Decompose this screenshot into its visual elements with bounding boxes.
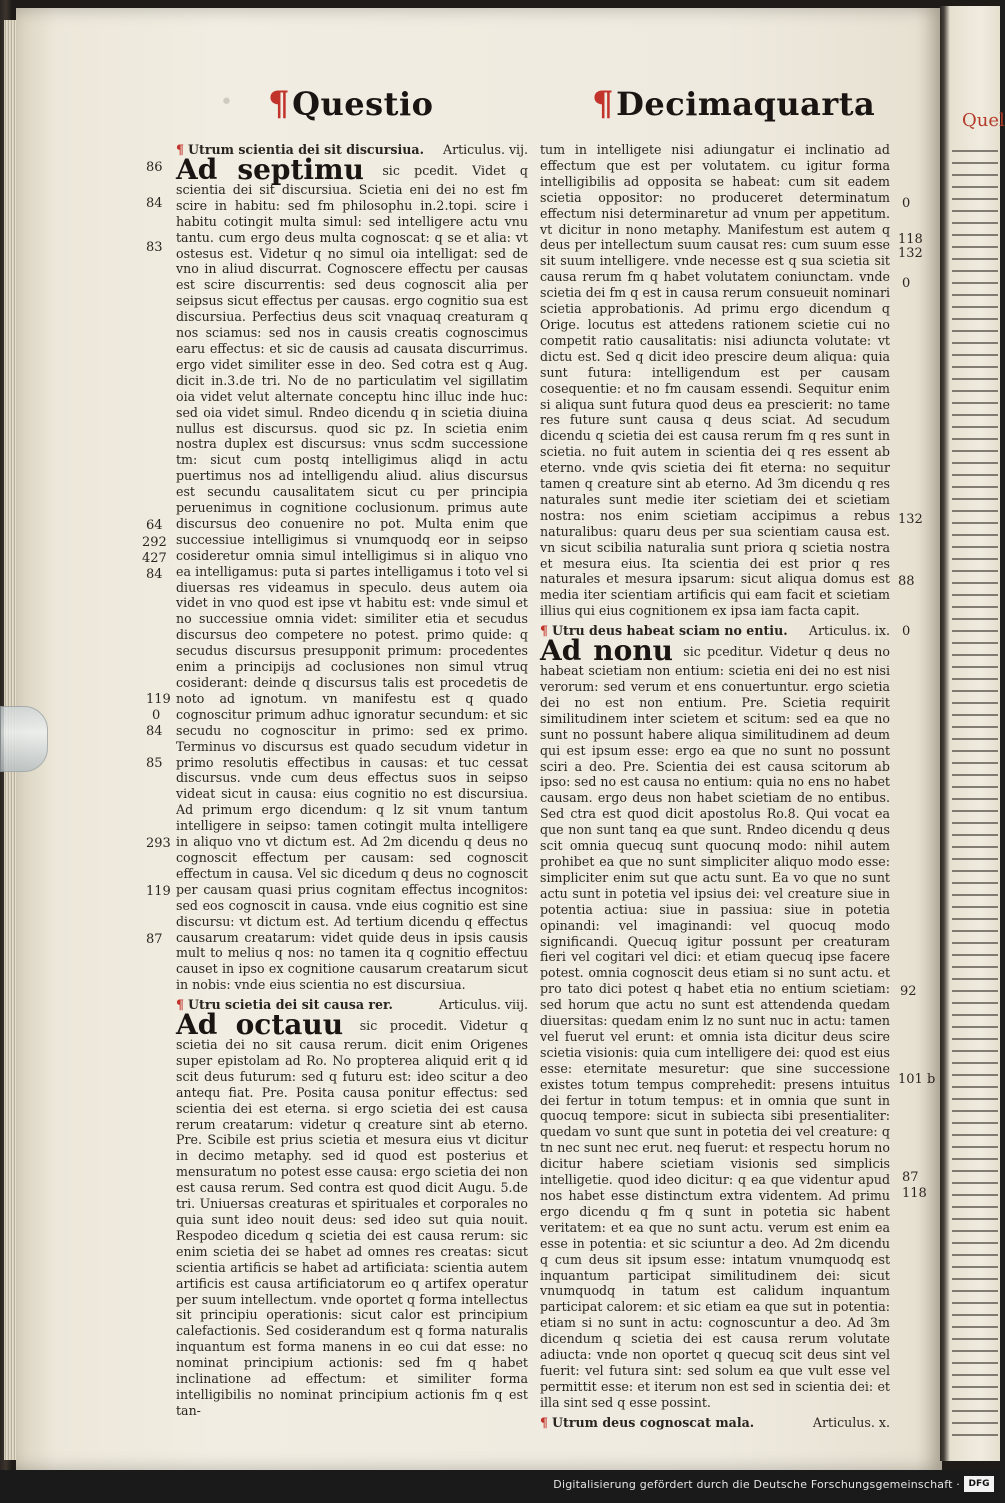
article-8-heading: Utru scietia dei sit causa rer.	[188, 997, 393, 1013]
margin-number: 132	[898, 246, 923, 261]
margin-number: 292	[142, 535, 167, 550]
running-head-right-text: Decimaquarta	[616, 85, 876, 123]
article-9-text	[540, 634, 890, 1411]
margin-number: 87	[902, 1170, 919, 1185]
pilcrow-icon: ¶	[268, 84, 291, 124]
funding-note: Digitalisierung gefördert durch die Deutsche Forschungsgemeinschaft ·	[553, 1478, 960, 1491]
article-10-label: Articulus. x.	[812, 1414, 890, 1430]
article-7-initial: Ad septimu	[176, 152, 365, 186]
margin-number: 119	[146, 884, 171, 899]
margin-number: 427	[142, 551, 167, 566]
article-7-label: Articulus. vij.	[442, 142, 528, 157]
article-9-heading: Utru deus habeat sciam no entiu.	[552, 623, 788, 639]
article-7-body: sic pcedit. Videt q scientia dei sit discursiua. Scietia eni dei no est fm scire in habitu: sed fm philosophu in.2.topi. scire i habitu cotingit multa simul: sed intelligere actu vnu tantu. cum ergo deus multa cognoscat: q se et alia: vt ostesus est. Videtur q no simul oia intelligat: sed de vno in aliud discurrat. Cognoscere effectu per causas est scire discurrentis: sed deus cognoscit alia per seipsus sicut effectus per causas. ergo cognitio sua est discursiua. Perfectius deus scit vnaquaq creaturam q nos sciamus: sed nos in causis creatis cognoscimus earu effectus: et sic de causis ad causata discurrimus. ergo videt similiter esse in deo. Sed cotra est q Aug. dicit in.3.de tri. No de no particulatim vel sigillatim oia videt velut alternate conceptu hinc illuc inde huc: sed oia videt simul. Rndeo dicendu q in scietia diuina nullus est discursus. quod sic pz. In scietia enim nostra duplex est discursus: vnus scdm successione tm: sicut cum postq intelligimus aliqd in actu puertimus nos ad intelligendu aliud. alius discursus est secundu causalitatem sicut cu per principia peruenimus in cognitione coclusionum. primus aute discursus deo conuenire no pot. Multa enim que successiue intelligimus si vnumquodq eor in seipso cosideretur omnia simul intelligimus si in aliquo vno ea intelligamus: puta si partes intelligamus i toto vel si diuersas res videamus in speculo. deus autem oia videt in vno quod est ipse vt habitu est: vnde simul et no successiue omnia videt: similiter etia et secudus discursus deo competere no potest. primo quide: q secudus discursus presupponit primum: procedentes enim a principijs ad coclusiones non simul vtruq cosiderant: deinde q discursus talis est procedetis de noto ad ignotum. vn manifestu est q quado cognoscitur primum adhuc ignoratur secundum: et sic secudu no cognoscitur in primo: sed ex primo. Terminus vo discursus est quado secudum videtur in primo resolutis effectibus in causas: et tuc cessat discursus. vnde cum deus effectus suos in seipso videat sicut in causa: eius cognitio no est discursiua. Ad primum ergo dicendum: q lz sit vnum tantum intelligere in seipso: tamen cotingit multa intelligere in aliquo vno vt dictum est. Ad 2m dicendu q deus no cognoscit effectum per causam: sed cognoscit effectum in causa. Vel sic dicedum q deus no cognoscit per causam quasi prius cognitam effectus incognitos: sed eos cognoscit in causa. vnde eius cognitio est sine discursu: vt dictum est. Ad tertium dicendu q effectus causarum creatarum: videt quide deus in ipsis causis mult to melius q nos: no tamen ita q cognitio effectuu causet in ipso ex cognitione causarum creatarum sicut in nobis: vnde eius scientia no est discursiua.	[176, 162, 528, 993]
paragraph-mark-icon: ¶	[176, 142, 185, 157]
margin-number: 88	[898, 574, 915, 589]
article-9-initial: Ad nonu	[540, 634, 674, 668]
margin-number: 86	[146, 160, 163, 175]
article-10-heading-line	[540, 1415, 890, 1431]
article-9-body: sic pceditur. Videtur q deus no habeat scietiam non entium: scietia eni dei no est nisi verorum: sed verum et ens conuertuntur. ergo scietia dei no est non entium. Pre. Scietia requirit similitudinem inter scietem et scitum: sed ea que no sunt no possunt habere aliqua similitudinem ad deum qui est ipsum esse: ergo ea que no sunt no possunt sciri a deo. Pre. Scientia dei est causa scitorum ab ipso: sed no est causa no entium: quia no ens no habet causam. ergo deus non habet scietiam de no entibus. Sed ctra est quod dicit apostolus Ro.8. Qui vocat ea que non sunt tanq ea que sunt. Rndeo dicendu q deus scit omnia quecuq sunt quocunq modo: nihil autem prohibet ea que no sunt simpliciter aliquo modo esse: simpliciter enim sut que actu sunt. Ea vo que no sunt actu sunt in potetia vel ipsius dei: vel creature siue in potentia actiua: siue in passiua: siue in potetia opinandi: vel imaginandi: vel quocuq modo significandi. Quecuq igitur possunt per creaturam fieri vel cogitari vel dici: et etiam quecuq ipse facere potest. omnia cognoscit deus etiam si no sunt actu. et pro tato dici potest q habet etia no entium scietiam: sed horum que actu no sunt est attendenda quedam diuersitas: quedam enim lz no sunt nuc in actu: tamen vel fuerut vel erunt: et omnia ista dicitur deus scire scietia visionis: quia cum intelligere dei: quod est eius esse: eternitate mesuretur: que sine successione existes totum tempus comprehedit: presens intuitus dei fertur in totum tempus: et in omnia que sunt in quocuq tempore: sicut in subiecta sibi presentialiter: quedam vo sunt que sunt in potetia dei vel creature: q tn nec sunt nec erut. neq fuerut: et respectu horum no dicitur habere scietiam visionis sed simplicis intelligetie. quod ideo dicitur: q ea que videntur apud nos habet esse distinctum extra videntem. Ad primu ergo dicendu q fm q sunt in potetia sic habent veritatem: et ea que no sunt actu. verum est enim ea esse in potentia: et sic sciuntur a deo. Ad 2m dicendu q cum deus sit ipsum esse: intatum vnumquodq est inquantum participat similitudinem dei: sicut vnumquodq in tatum est calidum inquantum participat calorem: et sic etiam ea que sut in potentia: etiam si no sunt in actu: cognoscuntur a deo. Ad 3m dicendum q scietia dei est causa rerum volutate adiucta: vnde non oportet q quecuq scit deus sint vel fuerit: vel futura sint: sed solum ea que vult esse vel permittit esse: et iterum non est sed in scientia dei: et illa sint sed q esse possint.	[540, 644, 890, 1410]
paragraph-mark-icon: ¶	[176, 997, 185, 1013]
article-7-text	[176, 152, 528, 993]
margin-number: 118	[902, 1186, 927, 1201]
margin-number: 84	[146, 196, 163, 211]
margin-number: 84	[146, 567, 163, 582]
margin-number: 92	[900, 984, 917, 999]
margin-number: 83	[146, 240, 163, 255]
article-8-body: sic procedit. Videtur q scietia dei no sit causa rerum. dicit enim Origenes super epistolam ad Ro. No propterea aliquid erit q id scit deus futurum: sed q futuru est: ideo scitur a deo antequ fiat. Pre. Posita causa ponitur effectus: sed scientia dei est eterna. si ergo scietia dei est causa rerum creatarum: videtur q creature sint ab eterno. Pre. Scibile est prius scietia et mesura eius vt dicitur in decimo metaphy. sed id quod est posterius et mensuratum no potest esse causa: ergo scietia dei non est causa rerum. Sed contra est quod dicit Augu. 5.de tri. Uniuersas creaturas et spirituales et corporales no quia sunt ideo nouit deus: sed ideo sut quia nouit. Respodeo dicedum q scietia dei est causa rerum: sic enim scietia dei se habet ad omnes res creatas: sicut scientia artificis se habet ad artificiata: scientia autem artificis est causa artificiatorum eo q artifex operatur per suum intellectum. vnde oportet q forma intellectus sit principiu operationis: sicut calor est principium calefactionis. Sed cosiderandum est q forma naturalis inquantum est forma manens in eo cui dat esse: no nominat principium actionis: sed fm q habet inclinatione ad effectum: et similiter forma intelligibilis no nominat principium actionis fm q est tan-	[176, 1018, 528, 1418]
margin-number: 84	[146, 724, 163, 739]
left-text-column	[176, 142, 528, 1419]
article-8-continued: tum in intelligete nisi adiungatur ei inclinatio ad effectum que est per volutatem. cu igitur forma intelligibilis ad opposita se habeat: cum sit eadem scietia oppositor: no produceret determinatum effectum nisi determinaretur ad vnum per appetitum. vt dicitur in nono metaphy. Manifestum est autem q deus per intellectum suum causat res: cum suum esse sit suum intelligere. vnde necesse est q sua scietia sit causa rerum fm q habet volutatem coniunctam. vnde scietia dei fm q est in causa rerum consueuit nominari scietia approbationis. Ad primu ergo dicendum q Orige. locutus est attedens rationem scietie cui no competit ratio causalitatis: nisi adiuncta volutate: vt dictu est. Sed q dicit ideo prescire deum aliqua: quia sunt futura: intelligendum est per causam cosequentie: et no fm causam essendi. Sequitur enim si aliqua sunt futura quod deus ea prescierit: no tame res future sunt causa q deus sciat. Ad secudum dicendu q scietia dei est causa rerum fm q res sunt in scietia. no fuit autem in scientia dei q res essent ab eterno. vnde qvis scietia dei fit eterna: no sequitur tamen q creature sint ab eterno. Ad 3m dicendu q res naturales sunt medie iter scietiam dei et scietiam nostra: nos enim scietiam accipimus a rebus naturalibus: quaru deus per sua scientiam causa est. vn sicut scibilia naturalia sunt priora q scietia nostra et mesura eius. Ita scientia dei est prior q res naturales et mesura ipsarum: sicut aliqua domus est media iter scientiam artificis qui eam facit et scietiam illius qui eius cognitionem ex ipsa iam facta capit.	[540, 142, 890, 619]
article-9-label: Articulus. ix.	[808, 623, 890, 639]
margin-number: 85	[146, 756, 163, 771]
running-head-left-text: Questio	[292, 85, 434, 123]
margin-number: 101 b	[898, 1072, 936, 1087]
margin-number: 87	[146, 932, 163, 947]
article-8-initial: Ad octauu	[176, 1008, 344, 1042]
article-8-label: Articulus. viij.	[438, 997, 528, 1013]
article-8-text	[176, 1008, 528, 1419]
paragraph-mark-icon: ¶	[540, 623, 549, 639]
page-clip	[0, 706, 48, 772]
margin-number: 64	[146, 518, 163, 533]
facing-page-text-lines	[952, 150, 998, 1440]
margin-number: 132	[898, 512, 923, 527]
show-through-ink: •	[220, 90, 233, 115]
article-7-heading: Utrum scientia dei sit discursiua.	[188, 142, 424, 157]
margin-number: 0	[902, 624, 911, 639]
margin-number: 119	[146, 692, 171, 707]
right-text-column	[540, 142, 890, 1431]
paragraph-mark-icon: ¶	[540, 1414, 549, 1430]
running-head-right	[592, 84, 875, 124]
margin-number: 0	[902, 196, 911, 211]
running-head-left	[268, 84, 433, 124]
margin-number: 118	[898, 232, 923, 247]
dfg-logo: DFG	[964, 1476, 994, 1492]
facing-page-header-fragment: Quel	[962, 110, 1005, 131]
margin-number: 0	[902, 276, 911, 291]
margin-number: 0	[152, 708, 161, 723]
margin-number: 293	[146, 836, 171, 851]
pilcrow-icon: ¶	[592, 84, 615, 124]
article-10-heading: Utrum deus cognoscat mala.	[552, 1414, 755, 1430]
